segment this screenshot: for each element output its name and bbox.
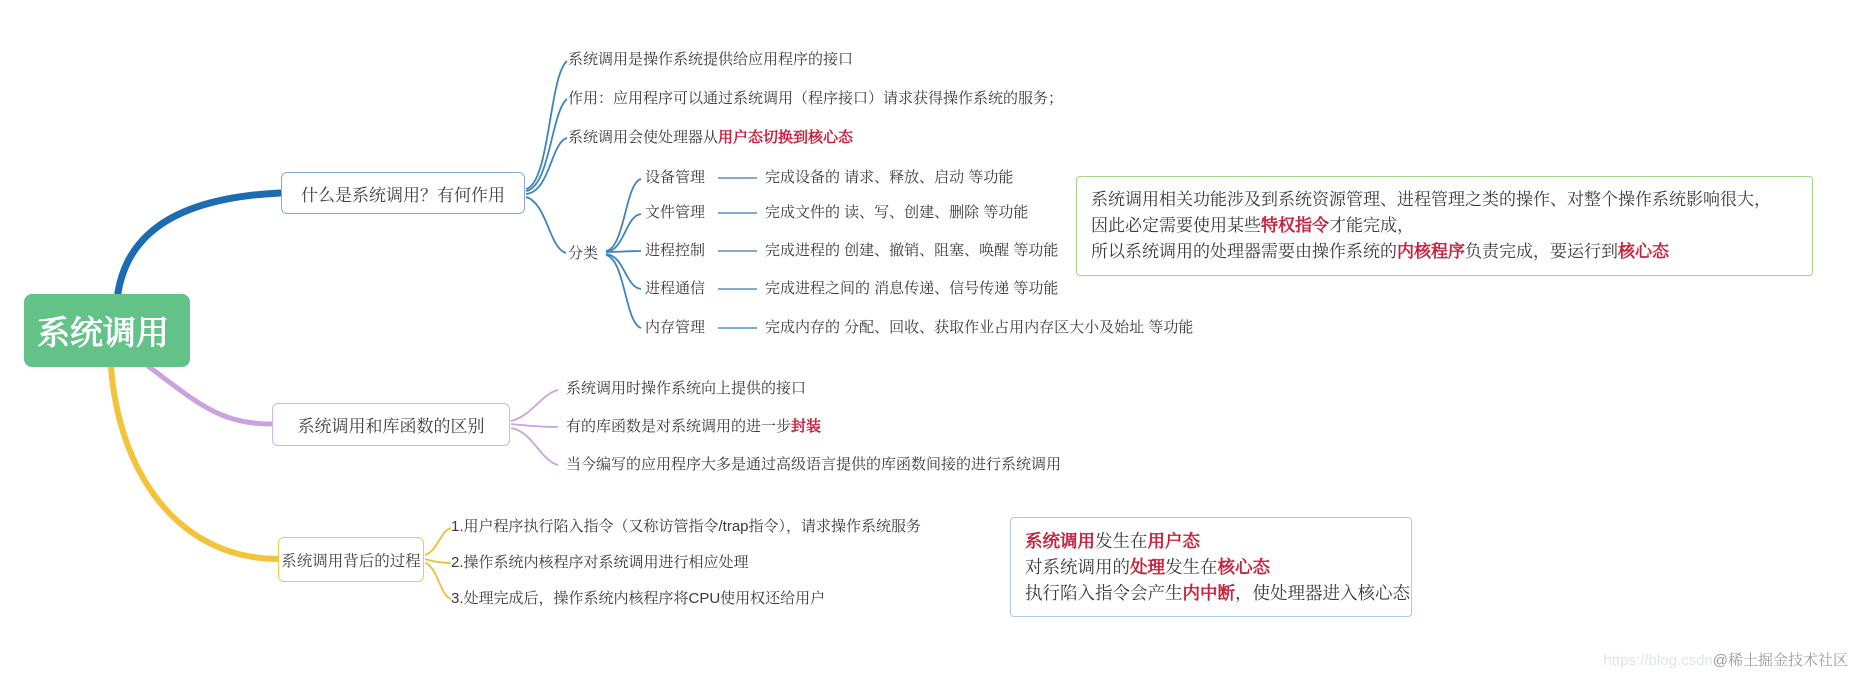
branch2-curve bbox=[148, 366, 271, 424]
branch2-item1-link bbox=[511, 390, 558, 421]
note-blue-line2 bbox=[1025, 554, 1397, 580]
note-green-line3-mid: 负责完成，要运行到 bbox=[1465, 242, 1618, 261]
note-blue[interactable] bbox=[1010, 517, 1412, 617]
watermark-url: https://blog.csdn bbox=[1603, 652, 1713, 669]
category5-desc-text: 完成内存的 分配、回收、获取作业占用内存区大小及始址 等功能 bbox=[765, 319, 1194, 336]
branch3-item3-text: 3.处理完成后，操作系统内核程序将CPU使用权还给用户 bbox=[451, 590, 826, 607]
category-desc[interactable] bbox=[765, 279, 1058, 299]
category3-desc-text: 完成进程的 创建、撤销、阻塞、唤醒 等功能 bbox=[765, 242, 1059, 259]
branch3-item[interactable] bbox=[451, 589, 825, 609]
note-blue-line3-pre: 执行陷入指令会产生 bbox=[1025, 583, 1183, 603]
branch3-item2-text: 2.操作系统内核程序对系统调用进行相应处理 bbox=[451, 554, 749, 571]
classify-row4-link bbox=[606, 254, 641, 289]
category3-label: 进程控制 bbox=[645, 242, 706, 259]
branch2-item3-link bbox=[511, 428, 558, 465]
branch3-curve bbox=[111, 367, 277, 559]
category-desc[interactable] bbox=[765, 168, 1013, 188]
branch1-item3-link bbox=[526, 138, 567, 194]
classify-row1-link bbox=[606, 179, 641, 251]
note-blue-line1 bbox=[1025, 528, 1397, 554]
root-topic-label: 系统调用 bbox=[37, 314, 169, 351]
branch1-item[interactable] bbox=[568, 128, 853, 148]
branch2-topic[interactable] bbox=[272, 403, 510, 446]
note-green-line2-pre: 因此必定需要使用某些 bbox=[1091, 216, 1261, 235]
branch1-item2-text: 作用：应用程序可以通过系统调用（程序接口）请求获得操作系统的服务； bbox=[568, 90, 1064, 107]
note-green-line1 bbox=[1091, 187, 1798, 213]
branch1-item3-highlight: 用户态切换到核心态 bbox=[718, 129, 854, 146]
branch1-item[interactable] bbox=[568, 89, 1063, 109]
branch1-topic[interactable] bbox=[281, 172, 525, 214]
note-green-line3 bbox=[1091, 239, 1798, 265]
branch2-topic-label: 系统调用和库函数的区别 bbox=[297, 417, 485, 436]
branch1-topic-label: 什么是系统调用？有何作用 bbox=[301, 185, 505, 205]
branch3-topic[interactable] bbox=[278, 537, 424, 582]
branch3-topic-label: 系统调用背后的过程 bbox=[281, 552, 421, 570]
category-topic[interactable] bbox=[645, 241, 705, 261]
note-blue-line2-mid: 发生在 bbox=[1165, 557, 1218, 577]
branch1-item2-link bbox=[526, 99, 567, 191]
note-blue-line1-mid: 发生在 bbox=[1095, 531, 1148, 551]
branch2-item2-highlight: 封装 bbox=[791, 418, 822, 435]
note-blue-line1-highlight2: 用户态 bbox=[1147, 531, 1200, 551]
category1-desc-text: 完成设备的 请求、释放、启动 等功能 bbox=[765, 169, 1014, 186]
category-desc[interactable] bbox=[765, 241, 1058, 261]
note-blue-line3-post: ，使处理器进入核心态 bbox=[1235, 583, 1410, 603]
branch2-item[interactable] bbox=[566, 379, 806, 399]
note-green-line2-highlight: 特权指令 bbox=[1261, 216, 1329, 235]
branch2-item3-text: 当今编写的应用程序大多是通过高级语言提供的库函数间接的进行系统调用 bbox=[566, 456, 1062, 473]
watermark bbox=[1604, 649, 1848, 670]
note-green-line3-highlight2: 核心态 bbox=[1618, 242, 1669, 261]
branch3-item1-text: 1.用户程序执行陷入指令（又称访管指令/trap指令），请求操作系统服务 bbox=[451, 518, 922, 535]
branch2-item2-link bbox=[511, 424, 558, 427]
branch3-item3-link bbox=[425, 563, 451, 599]
note-blue-line2-highlight2: 核心态 bbox=[1217, 557, 1270, 577]
category-desc[interactable] bbox=[765, 318, 1193, 338]
note-blue-line3 bbox=[1025, 580, 1410, 606]
watermark-credit: @稀土掘金技术社区 bbox=[1712, 652, 1848, 669]
note-blue-line2-pre: 对系统调用的 bbox=[1025, 557, 1130, 577]
category-topic[interactable] bbox=[645, 168, 705, 188]
classify-label: 分类 bbox=[568, 245, 599, 262]
branch1-item1-link bbox=[526, 61, 567, 189]
branch2-item2-text: 有的库函数是对系统调用的进一步 bbox=[566, 418, 792, 435]
branch3-item[interactable] bbox=[451, 517, 921, 537]
category1-label: 设备管理 bbox=[645, 169, 706, 186]
branch1-item[interactable] bbox=[568, 50, 853, 70]
category-desc[interactable] bbox=[765, 203, 1028, 223]
category-topic[interactable] bbox=[645, 203, 705, 223]
classify-link bbox=[526, 197, 566, 253]
category2-label: 文件管理 bbox=[645, 204, 706, 221]
category-topic[interactable] bbox=[645, 318, 705, 338]
branch3-item2-link bbox=[425, 559, 451, 563]
classify-row2-link bbox=[606, 214, 641, 252]
category4-desc-text: 完成进程之间的 消息传递、信号传递 等功能 bbox=[765, 280, 1059, 297]
classify-topic[interactable] bbox=[568, 244, 598, 264]
branch2-item[interactable] bbox=[566, 455, 1061, 475]
branch1-item1-text: 系统调用是操作系统提供给应用程序的接口 bbox=[568, 51, 854, 68]
classify-row3-link bbox=[606, 251, 641, 252]
note-green-line2-post: 才能完成， bbox=[1329, 216, 1414, 235]
category5-label: 内存管理 bbox=[645, 319, 706, 336]
branch3-item[interactable] bbox=[451, 553, 749, 573]
category-topic[interactable] bbox=[645, 279, 705, 299]
branch3-item1-link bbox=[425, 528, 451, 555]
branch2-item1-text: 系统调用时操作系统向上提供的接口 bbox=[566, 380, 807, 397]
category4-label: 进程通信 bbox=[645, 280, 706, 297]
classify-row5-link bbox=[606, 255, 641, 328]
root-topic[interactable] bbox=[24, 294, 190, 367]
category2-desc-text: 完成文件的 读、写、创建、删除 等功能 bbox=[765, 204, 1029, 221]
branch1-curve bbox=[117, 193, 280, 300]
note-green-line3-pre: 所以系统调用的处理器需要由操作系统的 bbox=[1091, 242, 1397, 261]
note-green-line1-text: 系统调用相关功能涉及到系统资源管理、进程管理之类的操作、对整个操作系统影响很大， bbox=[1091, 190, 1771, 209]
branch1-item3-text: 系统调用会使处理器从 bbox=[568, 129, 719, 146]
note-green-line3-highlight1: 内核程序 bbox=[1397, 242, 1465, 261]
branch2-item[interactable] bbox=[566, 417, 821, 437]
note-green[interactable] bbox=[1076, 176, 1813, 276]
note-blue-line1-highlight1: 系统调用 bbox=[1025, 531, 1095, 551]
note-green-line2 bbox=[1091, 213, 1798, 239]
note-blue-line2-highlight1: 处理 bbox=[1130, 557, 1165, 577]
note-blue-line3-highlight: 内中断 bbox=[1182, 583, 1235, 603]
